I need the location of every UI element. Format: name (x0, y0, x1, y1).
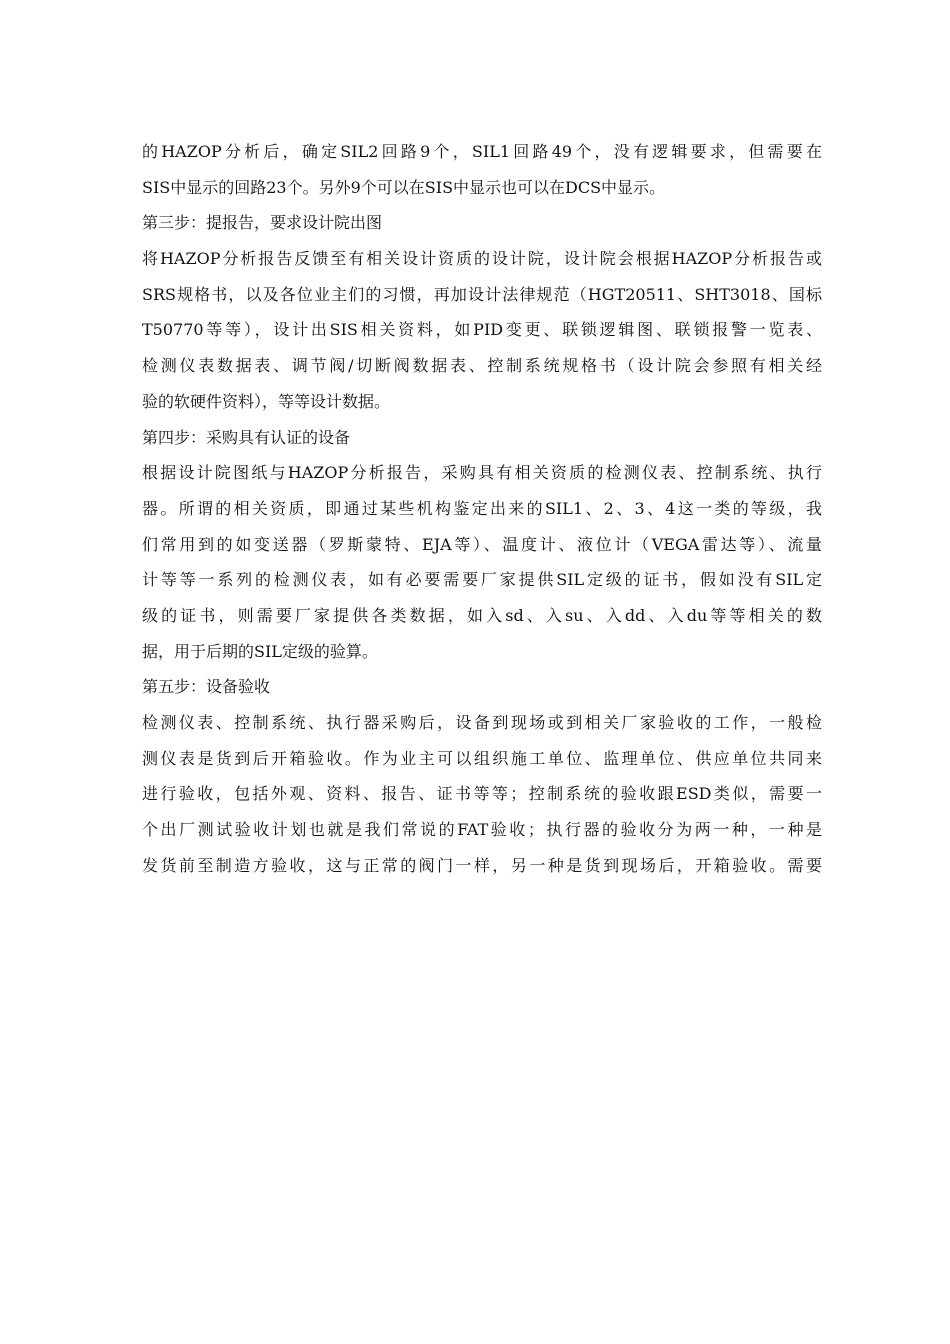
step-heading: 第四步：采购具有认证的设备 (142, 427, 351, 447)
step-heading: 第五步：设备验收 (142, 677, 271, 697)
text-line: SIS中显示的回路23个。另外9个可以在SIS中显示也可以在DCS中显示。 (142, 177, 666, 197)
text-line: 将HAZOP分析报告反馈至有相关设计资质的设计院，设计院会根据HAZOP分析报告或 (142, 249, 822, 269)
text-line: 测仪表是货到后开箱验收。作为业主可以组织施工单位、监理单位、供应单位共同来 (142, 748, 822, 768)
text-line: SRS规格书，以及各位业主们的习惯，再加设计法律规范（HGT20511、SHT3018、国标 (142, 284, 822, 304)
text-line: 们常用到的如变送器（罗斯蒙特、EJA等）、温度计、液位计（VEGA雷达等）、流量 (142, 534, 822, 554)
text-line: 个出厂测试验收计划也就是我们常说的FAT验收；执行器的验收分为两一种，一种是 (142, 820, 822, 840)
text-line: 检测仪表、控制系统、执行器采购后，设备到现场或到相关厂家验收的工作，一般检 (142, 713, 822, 732)
text-line: 据，用于后期的SIL定级的验算。 (142, 641, 378, 661)
text-line: 器。所谓的相关资质，即通过某些机构鉴定出来的SIL1、2、3、4这一类的等级，我 (142, 498, 822, 518)
text-line: 进行验收，包括外观、资料、报告、证书等等；控制系统的验收跟ESD类似，需要一 (142, 784, 822, 804)
text-line: 计等等一系列的检测仪表，如有必要需要厂家提供SIL定级的证书，假如没有SIL定 (142, 570, 822, 590)
text-line: T50770等等），设计出SIS相关资料，如PID变更、联锁逻辑图、联锁报警一览表、 (142, 320, 822, 340)
body-text (142, 134, 822, 883)
text-line: 的HAZOP分析后，确定SIL2回路9个，SIL1回路49个，没有逻辑要求，但需要在 (142, 142, 822, 161)
text-line: 验的软硬件资料），等等设计数据。 (142, 391, 391, 411)
step-heading: 第三步：提报告，要求设计院出图 (142, 213, 383, 233)
text-line: 级的证书，则需要厂家提供各类数据，如入sd、入su、入dd、入du等等相关的数 (142, 605, 822, 625)
text-line: 根据设计院图纸与HAZOP分析报告，采购具有相关资质的检测仪表、控制系统、执行 (142, 463, 822, 483)
text-line: 检测仪表数据表、调节阀/切断阀数据表、控制系统规格书（设计院会参照有相关经 (142, 356, 822, 376)
text-line: 发货前至制造方验收，这与正常的阀门一样，另一种是货到现场后，开箱验收。需要 (142, 855, 822, 875)
